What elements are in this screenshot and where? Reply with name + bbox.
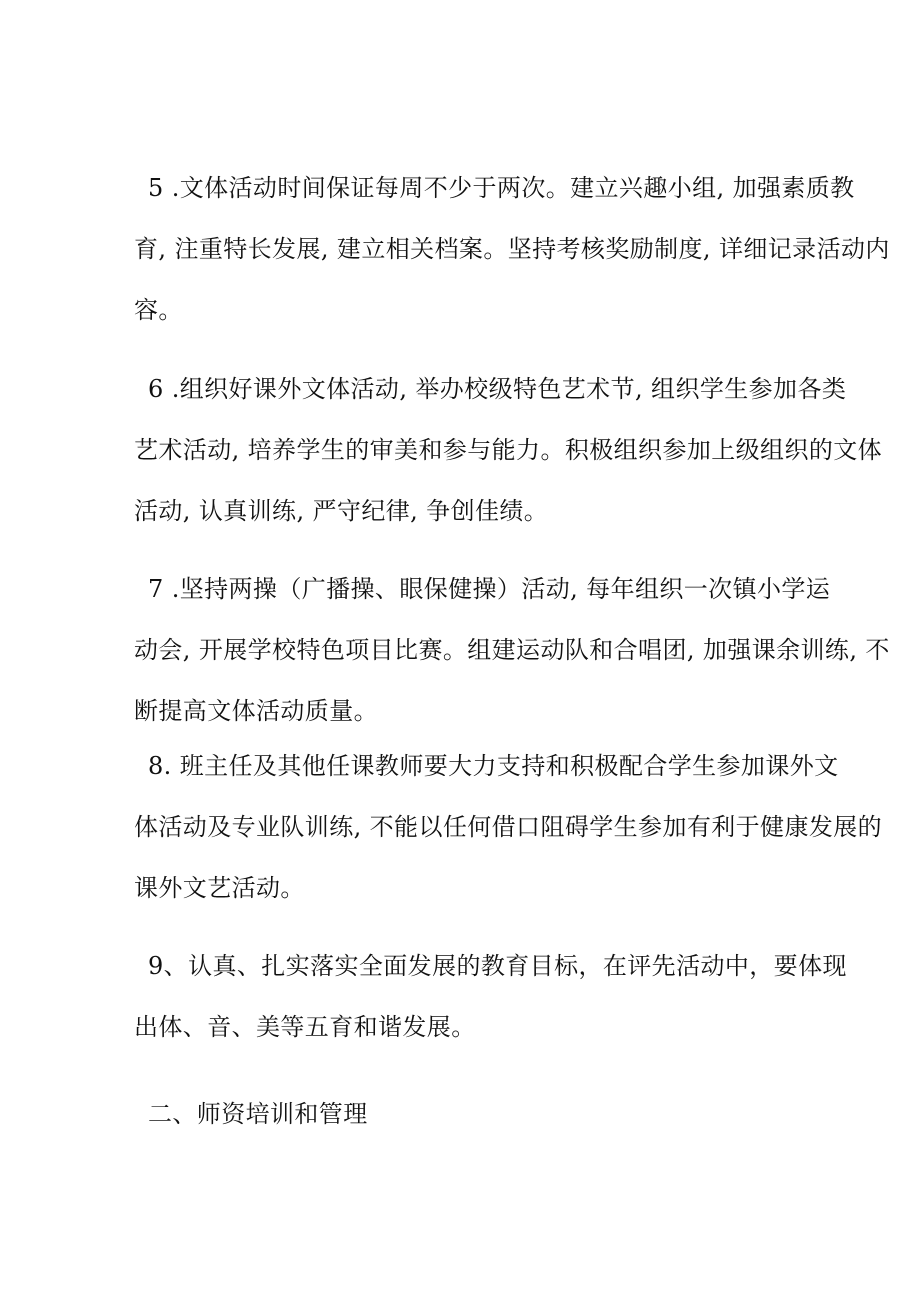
- section-heading-text: 二、师资培训和管理: [148, 1100, 368, 1128]
- paragraph-line: 育, 注重特长发展, 建立相关档案。坚持考核奖励制度, 详细记录活动内: [134, 235, 890, 263]
- paragraph-line: 艺术活动, 培养学生的审美和参与能力。积极组织参加上级组织的文体: [134, 436, 883, 464]
- paragraph-line: 活动, 认真训练, 严守纪律, 争创佳绩。: [134, 497, 549, 525]
- paragraph-item-5: [134, 158, 890, 341]
- paragraph-line: 断提高文体活动质量。: [134, 697, 378, 725]
- paragraph-item-8: [134, 736, 883, 919]
- paragraph-line: 6 .组织好课外文体活动, 举办校级特色艺术节, 组织学生参加各类: [148, 375, 847, 403]
- paragraph-line: 体活动及专业队训练, 不能以任何借口阻碍学生参加有利于健康发展的: [134, 813, 883, 841]
- paragraph-line: 容。: [134, 296, 183, 324]
- paragraph-line: 8. 班主任及其他任课教师要大力支持和积极配合学生参加课外文: [148, 752, 839, 780]
- paragraph-line: 7 .坚持两操（广播操、眼保健操）活动, 每年组织一次镇小学运: [148, 575, 831, 603]
- paragraph-line: 出体、音、美等五育和谐发展。: [134, 1013, 476, 1041]
- paragraph-line: 课外文艺活动。: [134, 874, 305, 902]
- paragraph-item-6: [134, 359, 883, 542]
- paragraph-item-7: [134, 559, 890, 742]
- paragraph-item-9: [134, 936, 847, 1058]
- paragraph-line: 动会, 开展学校特色项目比赛。组建运动队和合唱团, 加强课余训练, 不: [134, 636, 890, 664]
- section-heading: [148, 1084, 828, 1145]
- paragraph-line: 5 .文体活动时间保证每周不少于两次。建立兴趣小组, 加强素质教: [148, 174, 855, 202]
- paragraph-line: 9、认真、扎实落实全面发展的教育目标，在评先活动中，要体现: [148, 952, 847, 980]
